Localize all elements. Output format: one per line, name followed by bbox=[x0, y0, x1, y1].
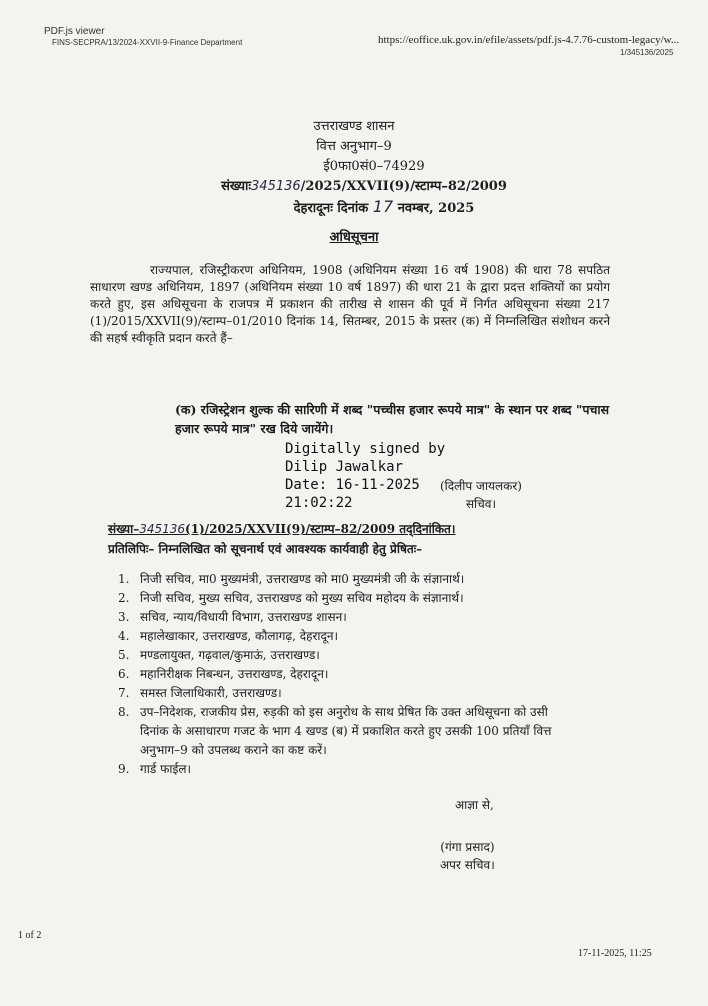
signer-block bbox=[440, 477, 522, 513]
page-count: 1 of 2 bbox=[18, 930, 42, 941]
order-date-prefix: देहरादूनः दिनांक bbox=[293, 201, 369, 216]
list-item: 4. महालेखाकार, उत्तराखण्ड, कौलागढ़, देहरादून। bbox=[118, 629, 339, 643]
copy-to-line: प्रतिलिपिः– निम्नलिखित को सूचनार्थ एवं आवश्यक कार्यवाही हेतु प्रेषितः– bbox=[108, 542, 423, 556]
signature-line-1: Digitally signed by bbox=[285, 441, 446, 457]
reference-suffix: (1)/2025/XXVII(9)/स्टाम्प–82/2009 तद्‌दिनांकित। bbox=[185, 522, 456, 536]
body-paragraph: राज्यपाल, रजिस्ट्रीकरण अधिनियम, 1908 (अधिनियम संख्या 16 वर्ष 1908) की धारा 78 सपठित साधारण खण्ड अधिनियम, 1897 (अधिनियम संख्या 10 वर्ष 1897) की धारा 21 के द्वारा प्रदत्त शक्तियों का प्रयोग करते हुए, इस अधिसूचना के राजपत्र में प्रकाशन की तारीख से शासन की पूर्व में निर्गत अधिसूचना संख्या 217 (1)/2015/XXVII(9)/स्टाम्प–01/2010 दिनांक 14, सितम्बर, 2015 के प्रस्तर (क) में निम्नलिखित संशोधन करने की सहर्ष स्वीकृति प्रदान करते हैं– bbox=[90, 263, 610, 345]
list-item: 6. महानिरीक्षक निबन्धन, उत्तराखण्ड, देहरादून। bbox=[118, 667, 329, 681]
efile-number: ई0फा0सं0–74929 bbox=[323, 159, 425, 174]
notification-title: अधिसूचना bbox=[329, 230, 379, 245]
second-signer-name: (गंगा प्रसाद) bbox=[440, 840, 495, 854]
amendment-clause: (क) रजिस्ट्रेशन शुल्क की सारिणी में शब्द "पच्चीस हजार रूपये मात्र" के स्थान पर शब्द "पचास हजार रूपये मात्र" रख दिये जायेंगे। bbox=[175, 402, 610, 436]
order-number-prefix: संख्याः bbox=[221, 179, 252, 194]
signature-line-4: 21:02:22 bbox=[285, 495, 353, 511]
order-number-handwritten: 345136 bbox=[251, 179, 301, 194]
list-item: 7. समस्त जिलाधिकारी, उत्तराखण्ड। bbox=[118, 686, 282, 700]
second-signer-block bbox=[440, 838, 495, 874]
reference-prefix: संख्या– bbox=[108, 522, 140, 536]
copy-recipient-list bbox=[118, 570, 578, 779]
order-number bbox=[10, 176, 708, 194]
order-number-suffix: /2025/XXVII(9)/स्टाम्प–82/2009 bbox=[300, 179, 507, 194]
signature-line-2: Dilip Jawalkar bbox=[285, 459, 404, 475]
list-item: 1. निजी सचिव, मा0 मुख्यमंत्री, उत्तराखण्ड को मा0 मुख्यमंत्री जी के संज्ञानार्थ। bbox=[118, 572, 465, 586]
reference-number bbox=[108, 520, 455, 537]
reference-handwritten: 345136 bbox=[139, 522, 186, 536]
second-signer-designation: अपर सचिव। bbox=[440, 858, 495, 872]
list-item: 5. मण्डलायुक्त, गढ़वाल/कुमाऊं, उत्तराखण्ड। bbox=[118, 648, 320, 662]
govt-name: उत्तराखण्ड शासन bbox=[313, 119, 395, 134]
order-date bbox=[30, 197, 708, 216]
signature-line-3: Date: 16-11-2025 bbox=[285, 477, 420, 493]
list-item: 8. उप–निदेशक, राजकीय प्रेस, रुड़की को इस अनुरोध के साथ प्रेषित कि उक्त अधिसूचना को उसी दिनांक के असाधारण गजट के भाग 4 खण्ड (ब) में प्रकाशित करते हुए उसकी 100 प्रतियाँ वित्त अनुभाग–9 को उपलब्ध कराने का कष्ट करें। bbox=[118, 705, 552, 757]
list-item: 9. गार्ड फाईल। bbox=[118, 762, 192, 776]
section-name: वित्त अनुभाग–9 bbox=[316, 139, 392, 154]
by-order-line: आज्ञा से, bbox=[455, 798, 494, 812]
signer-name: (दिलीप जायलकर) bbox=[440, 479, 522, 493]
order-date-suffix: नवम्बर, 2025 bbox=[397, 201, 475, 216]
page-reference: 1/345136/2025 bbox=[620, 48, 674, 57]
file-reference: FINS-SECPRA/13/2024-XXVII-9-Finance Department bbox=[52, 38, 243, 47]
order-date-handwritten: 17 bbox=[372, 197, 394, 216]
digital-signature-block bbox=[285, 440, 445, 512]
list-item: 2. निजी सचिव, मुख्य सचिव, उत्तराखण्ड को मुख्य सचिव महोदय के संज्ञानार्थ। bbox=[118, 591, 464, 605]
signer-designation: सचिव। bbox=[465, 497, 496, 511]
list-item: 3. सचिव, न्याय/विधायी विभाग, उत्तराखण्ड शासन। bbox=[118, 610, 347, 624]
print-timestamp: 17-11-2025, 11:25 bbox=[578, 948, 652, 959]
source-url: https://eoffice.uk.gov.in/efile/assets/pdf.js-4.7.76-custom-legacy/w... bbox=[378, 34, 680, 46]
viewer-label: PDF.js viewer bbox=[44, 26, 105, 37]
